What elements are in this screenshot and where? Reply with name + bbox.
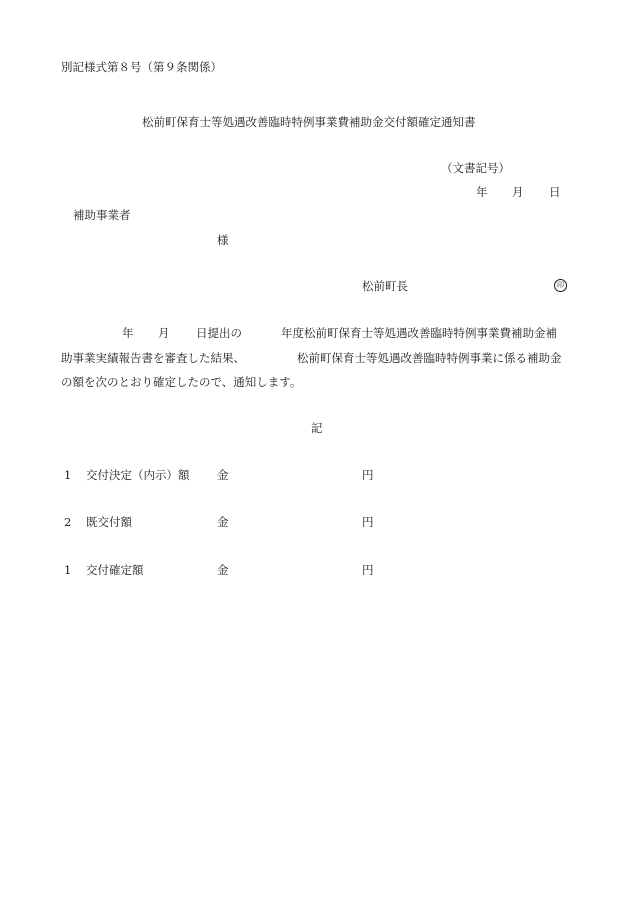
sender-title: 松前町長 [362,279,408,293]
item-kin: 金 [217,468,229,482]
document-title: 松前町保育士等処遇改善臨時特例事業費補助金交付額確定通知書 [142,115,476,129]
body-month: 月 [158,326,170,340]
date-year: 年 [476,185,488,199]
ki-heading: 記 [311,421,323,435]
body-line2-text-a: 助事業実績報告書を審査した結果、 [61,351,245,365]
body-day-submitted: 日提出の [196,326,242,340]
body-year: 年 [122,326,134,340]
date-day: 日 [549,185,561,199]
seal-stamp: 印 [554,279,567,292]
document-number: （文書記号） [441,161,510,175]
item-label: 交付決定（内示）額 [86,468,190,482]
item-kin: 金 [217,515,229,529]
body-line2-text-b: 松前町保育士等処遇改善臨時特例事業に係る補助金 [297,351,562,365]
item-number: 1 [64,563,72,577]
recipient-label: 補助事業者 [73,208,131,222]
item-number: 2 [64,515,72,529]
item-yen: 円 [362,563,374,577]
form-number: 別記様式第８号（第９条関係） [61,60,222,74]
body-line1-text: 年度松前町保育士等処遇改善臨時特例事業費補助金補 [281,326,557,340]
recipient-honorific: 様 [217,233,229,247]
item-number: 1 [64,468,72,482]
item-yen: 円 [362,515,374,529]
item-label: 既交付額 [86,515,132,529]
date-month: 月 [512,185,524,199]
body-line3: の額を次のとおり確定したので、通知します。 [61,375,302,389]
item-yen: 円 [362,468,374,482]
item-label: 交付確定額 [86,563,144,577]
item-kin: 金 [217,563,229,577]
